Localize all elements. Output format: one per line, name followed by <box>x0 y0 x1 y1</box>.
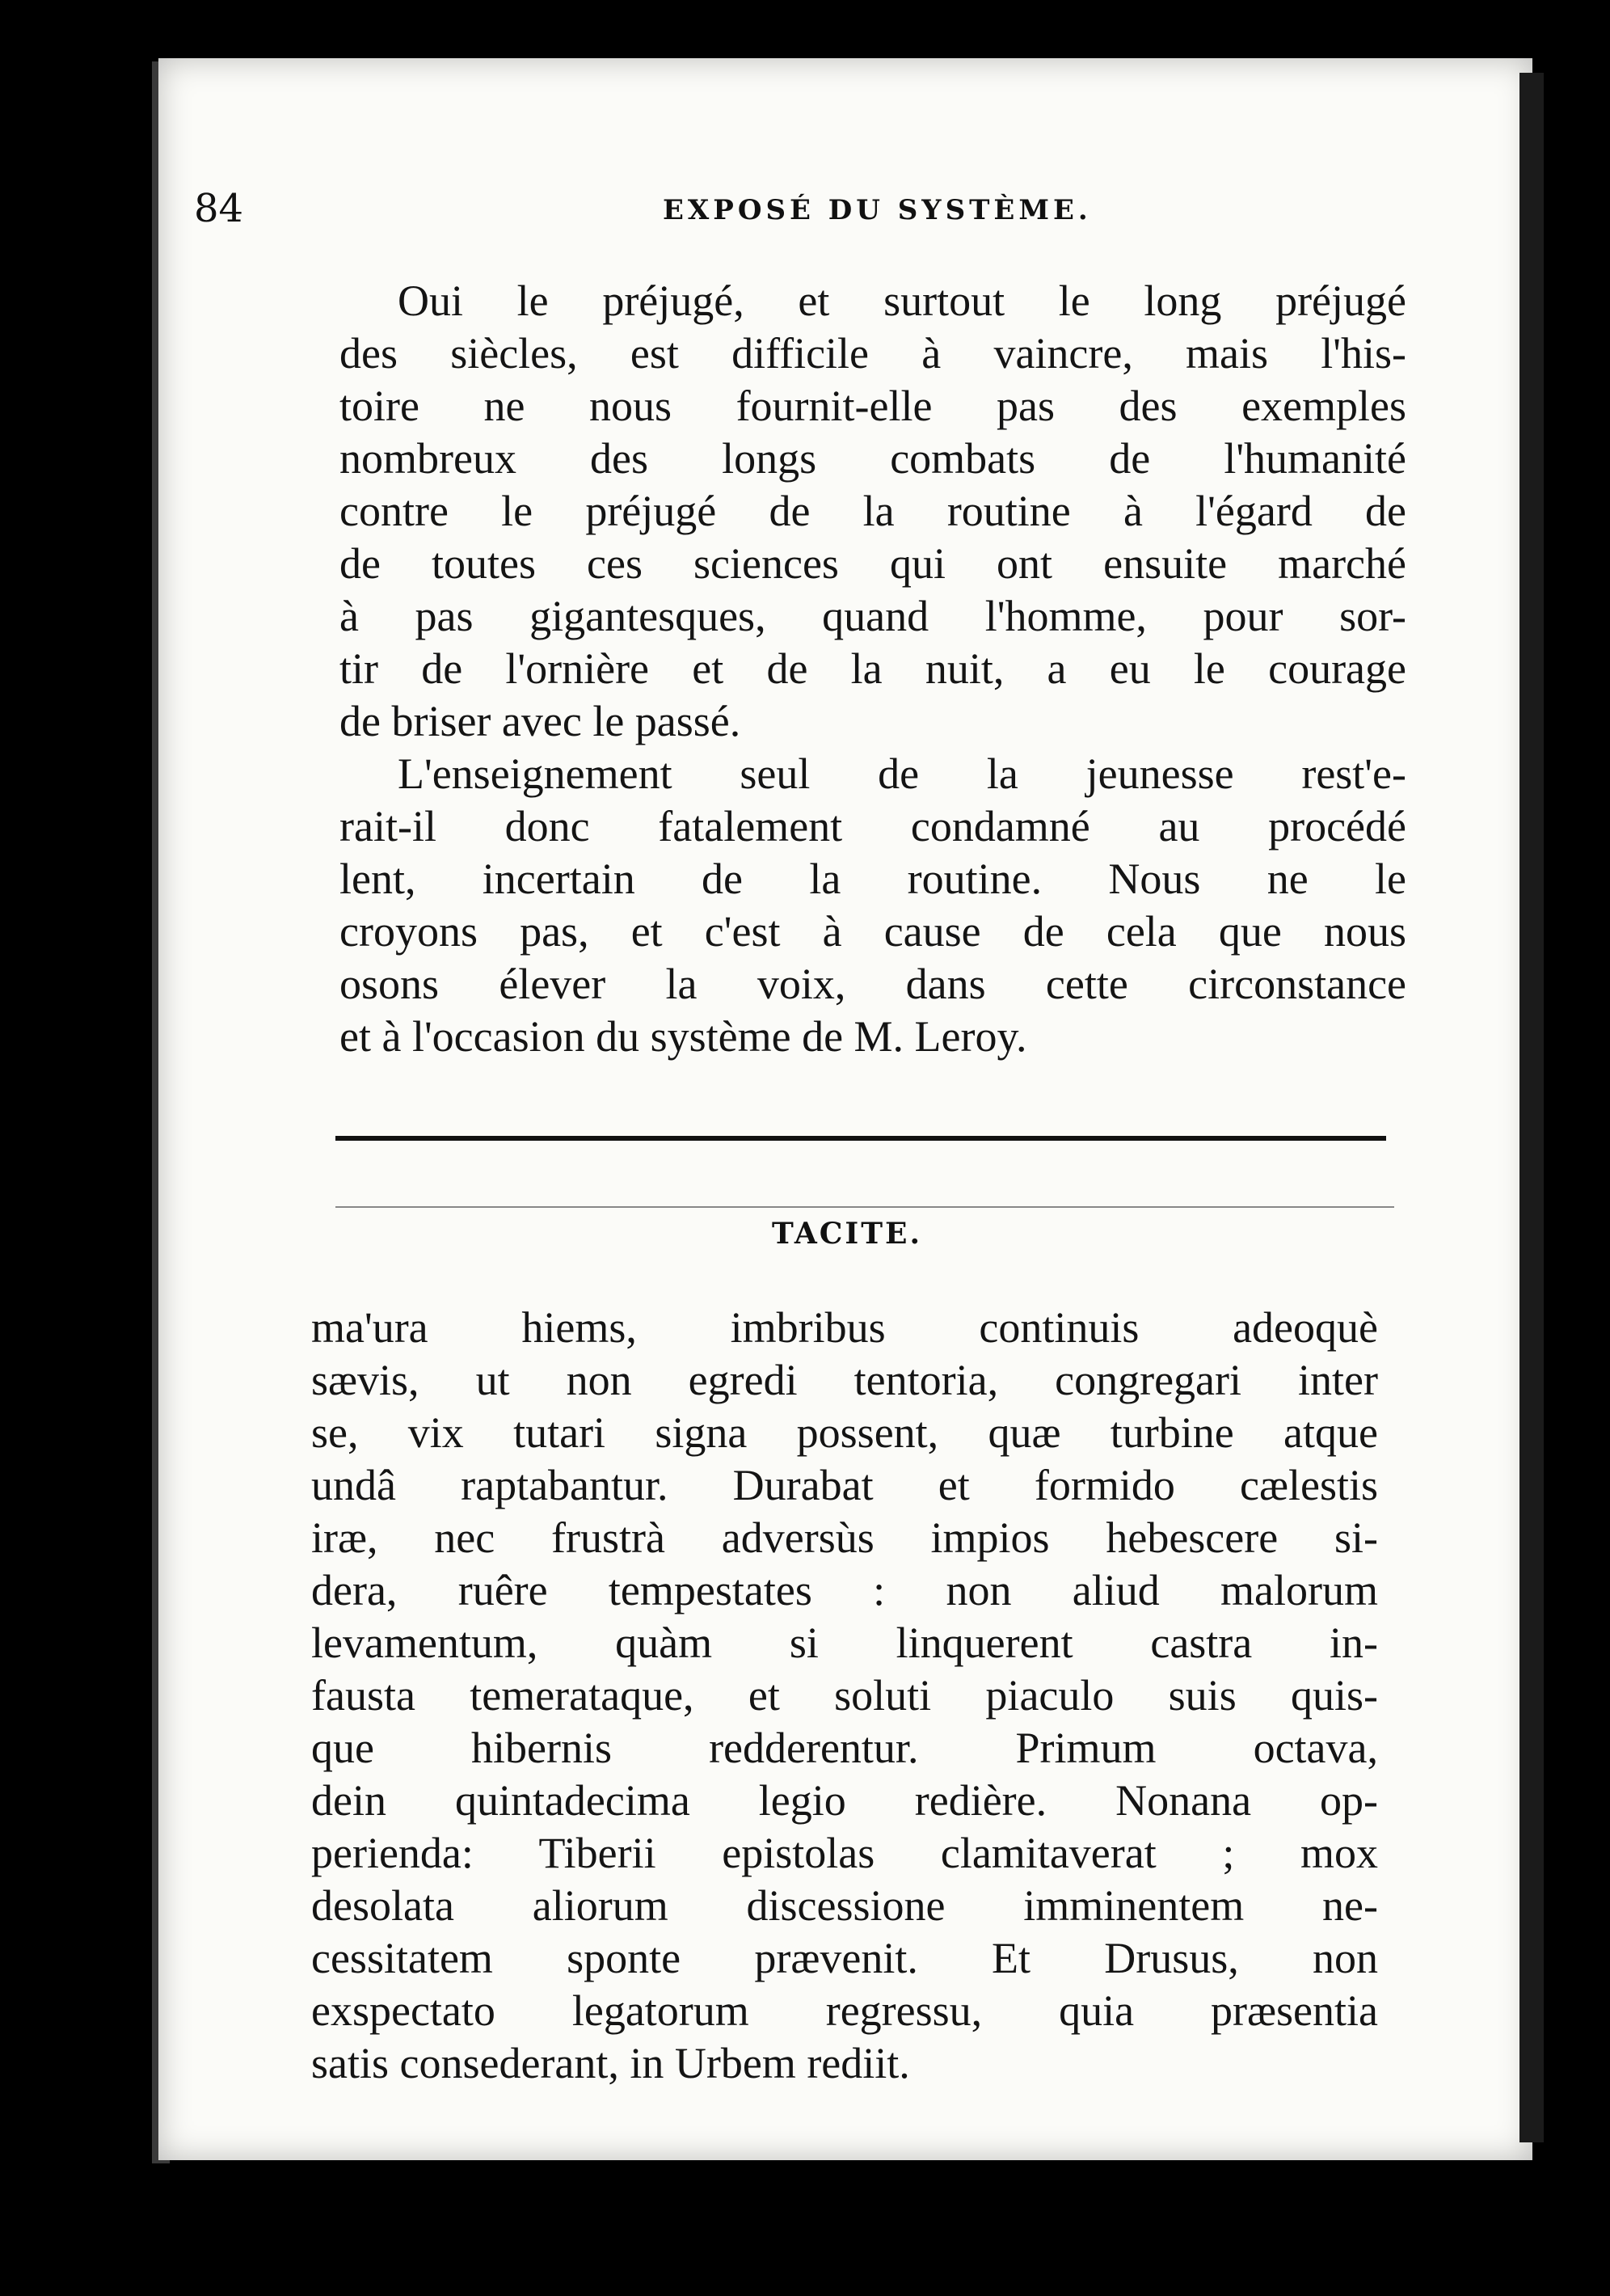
text-line: L'enseignement seul de la jeunesse rest'e- <box>398 749 1406 798</box>
text-line: levamentum, quàm si linquerent castra in- <box>311 1619 1378 1667</box>
text-line: sævis, ut non egredi tentoria, congregari inter <box>311 1356 1378 1404</box>
text-line: satis consederant, in Urbem rediit. <box>311 2039 910 2087</box>
text-line: undâ raptabantur. Durabat et formido cælestis <box>311 1461 1378 1509</box>
section-divider-thick <box>335 1136 1386 1141</box>
text-line: rait-il donc fatalement condamné au procédé <box>339 802 1406 850</box>
text-line: et à l'occasion du système de M. Leroy. <box>339 1012 1027 1061</box>
section-divider-thin <box>335 1206 1394 1208</box>
text-line: ma'ura hiems, imbribus continuis adeoquè <box>311 1303 1378 1352</box>
text-line: dera, ruêre tempestates : non aliud malorum <box>311 1566 1378 1614</box>
text-line: à pas gigantesques, quand l'homme, pour sor- <box>339 592 1406 640</box>
text-line: perienda: Tiberii epistolas clamitaverat ; mox <box>311 1829 1378 1877</box>
running-title: EXPOSÉ DU SYSTÈME. <box>663 194 1092 226</box>
text-line: lent, incertain de la routine. Nous ne le <box>339 855 1406 903</box>
text-line: contre le préjugé de la routine à l'égard de <box>339 487 1406 535</box>
paragraph-2 <box>339 748 1406 1063</box>
french-text-block <box>339 275 1406 1063</box>
text-line: toire ne nous fournit-elle pas des exemples <box>339 382 1406 430</box>
text-line: fausta temerataque, et soluti piaculo suis quis- <box>311 1671 1378 1720</box>
page-header <box>194 186 1406 251</box>
text-line: tir de l'ornière et de la nuit, a eu le courage <box>339 644 1406 693</box>
text-line: osons élever la voix, dans cette circonstance <box>339 960 1406 1008</box>
text-line: de briser avec le passé. <box>339 697 741 745</box>
text-line: de toutes ces sciences qui ont ensuite marché <box>339 539 1406 588</box>
text-line: croyons pas, et c'est à cause de cela que nous <box>339 907 1406 956</box>
section-title: TACITE. <box>772 1217 923 1251</box>
text-line: se, vix tutari signa possent, quæ turbine atque <box>311 1408 1378 1457</box>
text-line: que hibernis redderentur. Primum octava, <box>311 1724 1378 1772</box>
text-line: exspectato legatorum regressu, quia præsentia <box>311 1986 1378 2035</box>
page-number: 84 <box>194 186 244 231</box>
text-line: des siècles, est difficile à vaincre, mais l'his- <box>339 329 1406 378</box>
page-right-edge <box>1519 73 1544 2142</box>
text-line: cessitatem sponte prævenit. Et Drusus, non <box>311 1934 1378 1982</box>
text-line: desolata aliorum discessione imminentem ne- <box>311 1881 1378 1930</box>
text-line: dein quintadecima legio redière. Nonana op- <box>311 1776 1378 1825</box>
latin-text-block <box>311 1302 1378 2090</box>
text-line: nombreux des longs combats de l'humanité <box>339 434 1406 483</box>
text-line: Oui le préjugé, et surtout le long préjugé <box>398 276 1406 325</box>
paragraph-1 <box>339 275 1406 748</box>
text-line: iræ, nec frustrà adversùs impios hebescere si- <box>311 1513 1378 1562</box>
